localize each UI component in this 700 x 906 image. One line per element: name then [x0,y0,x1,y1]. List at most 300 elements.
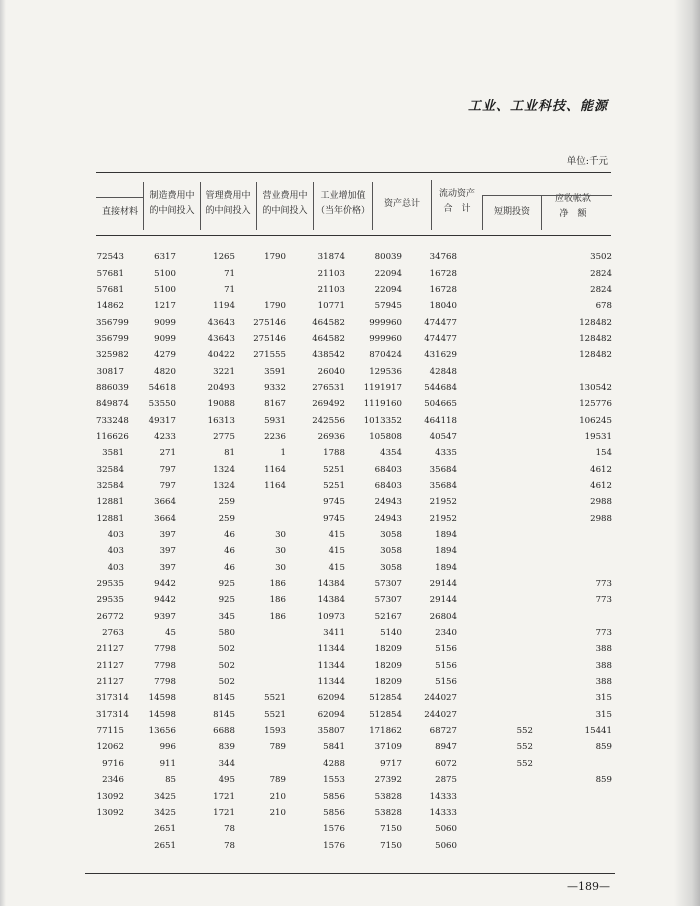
table-cell [235,674,286,690]
table-cell: 21127 [96,677,124,688]
table-cell: 1721 [213,791,235,802]
table-cell: 12881 [96,497,124,508]
table-cell: 12062 [96,742,124,753]
table-cell: 403 [107,530,124,541]
table-cell: 30817 [96,366,124,377]
table-cell [533,363,612,379]
table-cell: 4612 [590,480,612,491]
table-cell: 1164 [264,480,286,491]
table-cell: 317314 [96,693,129,704]
table-cell: 512854 [369,709,402,720]
table-cell: 7798 [154,660,176,671]
table-cell: 244027 [424,693,457,704]
table-cell [533,805,612,821]
table-cell: 275146 [253,333,286,344]
table-cell [457,609,533,625]
table-row [96,445,612,461]
table-cell: 502 [218,644,235,655]
table-cell: 2988 [590,497,612,508]
table-cell: 125776 [579,399,612,410]
table-cell [457,396,533,412]
table-cell: 415 [328,546,345,557]
table-cell: 317314 [96,709,129,720]
table-cell [457,690,533,706]
table-cell: 3664 [154,497,176,508]
table-cell: 397 [159,546,176,557]
table-cell: 388 [595,644,612,655]
table-cell [457,576,533,592]
table-cell: 512854 [369,693,402,704]
table-cell: 21952 [429,497,457,508]
table-cell: 24943 [374,513,402,524]
table-cell [533,756,612,772]
footer-rule [85,873,615,874]
table-cell: 397 [159,562,176,573]
table-cell: 210 [269,807,286,818]
table-row [96,837,612,853]
table-cell: 504665 [424,399,457,410]
table-row [96,805,612,821]
table-cell: 19531 [584,431,612,442]
header-divider [482,195,483,230]
table-cell: 431629 [424,350,457,361]
table-cell: 186 [269,595,286,606]
table-cell [235,837,286,853]
table-cell: 797 [159,464,176,475]
table-row [96,658,612,674]
table-cell: 68403 [374,464,402,475]
header-short-term-investment: 短期投资 [493,207,530,217]
table-cell: 1790 [264,252,286,263]
table-cell: 1191917 [363,382,402,393]
table-cell: 345 [218,611,235,622]
table-cell: 128482 [579,350,612,361]
header-divider [200,182,201,230]
table-cell: 1788 [323,448,345,459]
header-industrial-value-added: 工业增加值 （当年价格） [315,191,370,216]
table-cell: 415 [328,562,345,573]
table-cell: 5156 [435,644,457,655]
data-table [96,249,612,854]
table-cell: 21127 [96,660,124,671]
table-row [96,739,612,755]
table-row [96,494,612,510]
table-cell: 580 [218,628,235,639]
table-cell: 403 [107,562,124,573]
table-cell [457,625,533,641]
table-cell: 128482 [579,333,612,344]
table-cell [457,511,533,527]
table-cell [457,429,533,445]
table-cell [457,461,533,477]
table-cell: 53828 [374,807,402,818]
table-cell: 5251 [323,464,345,475]
table-cell: 8145 [213,709,235,720]
table-cell: 259 [218,497,235,508]
table-cell [235,821,286,837]
table-cell: 9717 [380,758,402,769]
table-cell: 7798 [154,677,176,688]
table-cell: 9099 [154,333,176,344]
table-cell: 24943 [374,497,402,508]
table-cell: 5251 [323,480,345,491]
table-row [96,707,612,723]
header-divider [541,195,542,230]
table-cell: 4335 [435,448,457,459]
table-cell: 81 [224,448,235,459]
table-cell: 52167 [374,611,402,622]
table-cell: 40547 [429,431,457,442]
table-cell: 20493 [207,382,235,393]
table-row [96,690,612,706]
header-divider [372,182,373,230]
table-cell: 464582 [312,333,345,344]
table-cell: 46 [224,562,235,573]
header-divider [256,182,257,230]
table-cell: 5156 [435,660,457,671]
header-bottom-rule [96,235,611,236]
table-cell: 26804 [429,611,457,622]
table-cell [457,380,533,396]
table-cell: 42848 [429,366,457,377]
table-cell: 495 [218,775,235,786]
table-cell: 2875 [435,775,457,786]
table-cell: 13092 [96,807,124,818]
table-cell: 171862 [369,726,402,737]
table-cell: 29535 [96,595,124,606]
table-cell: 1553 [323,775,345,786]
table-cell: 315 [595,693,612,704]
table-cell: 2824 [590,284,612,295]
table-cell [457,298,533,314]
header-admin-expense-input: 管理费用中 的中间投入 [205,191,251,216]
table-cell: 129536 [369,366,402,377]
page-number: —189— [567,880,610,893]
table-cell [533,609,612,625]
table-cell: 344 [218,758,235,769]
header-manufacturing-overhead-input: 制造费用中 的中间投入 [149,191,195,216]
table-cell: 130542 [579,382,612,393]
table-cell: 85 [165,775,176,786]
table-cell: 1217 [154,301,176,312]
table-cell: 43643 [207,333,235,344]
table-row [96,347,612,363]
table-row [96,265,612,281]
table-cell: 1 [280,448,286,459]
table-cell [457,445,533,461]
table-cell: 68727 [429,726,457,737]
table-cell: 403 [107,546,124,557]
header-divider [313,182,314,230]
table-cell: 57945 [374,301,402,312]
table-cell: 43643 [207,317,235,328]
table-cell: 275146 [253,317,286,328]
header-divider [143,182,144,230]
table-cell: 733248 [96,415,129,426]
table-cell [457,494,533,510]
table-cell: 35684 [429,464,457,475]
table-cell [457,821,533,837]
table-cell: 18209 [374,677,402,688]
table-cell: 40422 [207,350,235,361]
table-cell: 37109 [374,742,402,753]
table-cell [457,412,533,428]
table-cell: 2340 [435,628,457,639]
table-cell: 5100 [154,268,176,279]
table-cell [457,658,533,674]
table-cell [457,347,533,363]
table-cell: 2775 [213,431,235,442]
table-cell: 5060 [435,840,457,851]
table-cell: 2824 [590,268,612,279]
table-cell: 6072 [435,758,457,769]
table-cell [457,249,533,265]
table-cell: 9716 [102,758,124,769]
table-row [96,592,612,608]
table-cell: 34768 [429,252,457,263]
table-row [96,723,612,739]
table-cell: 502 [218,677,235,688]
table-cell: 9745 [323,513,345,524]
table-cell: 1721 [213,807,235,818]
table-row [96,756,612,772]
table-cell: 9745 [323,497,345,508]
table-cell [533,821,612,837]
header-total-assets: 资产总计 [383,199,420,209]
table-cell: 415 [328,530,345,541]
table-cell: 3425 [154,807,176,818]
table-cell: 4612 [590,464,612,475]
table-cell: 1894 [435,546,457,557]
table-row [96,380,612,396]
table-cell [457,331,533,347]
table-cell: 4233 [154,431,176,442]
table-cell: 14333 [429,791,457,802]
table-row [96,249,612,265]
table-row [96,560,612,576]
table-cell: 797 [159,480,176,491]
table-cell: 14333 [429,807,457,818]
table-cell: 80039 [374,252,402,263]
table-cell: 3411 [323,628,345,639]
table-row [96,331,612,347]
table-cell [235,265,286,281]
table-cell: 3581 [102,448,124,459]
table-cell: 8947 [435,742,457,753]
table-cell: 1593 [264,726,286,737]
table-cell: 116626 [96,431,129,442]
table-cell: 186 [269,611,286,622]
table-cell: 8145 [213,693,235,704]
table-cell: 186 [269,579,286,590]
table-cell: 2236 [264,431,286,442]
table-cell: 4820 [154,366,176,377]
table-cell: 544684 [424,382,457,393]
table-cell [533,543,612,559]
table-cell: 1894 [435,530,457,541]
table-cell: 271 [159,448,176,459]
table-cell: 870424 [369,350,402,361]
table-cell: 2763 [102,628,124,639]
table-cell: 1265 [213,252,235,263]
table-cell: 3058 [380,530,402,541]
table-cell: 27392 [374,775,402,786]
table-cell: 35807 [317,726,345,737]
table-cell: 356799 [96,333,129,344]
header-direct-materials: 直接材料 [101,207,138,217]
table-cell: 14384 [317,595,345,606]
table-cell: 14598 [148,709,176,720]
table-cell: 356799 [96,317,129,328]
table-row [96,429,612,445]
table-cell: 1013352 [363,415,402,426]
table-cell: 2346 [102,775,124,786]
table-cell: 3425 [154,791,176,802]
table-cell: 30 [275,530,286,541]
page-edge-shadow-left [0,0,6,906]
table-cell [533,837,612,853]
table-cell: 474477 [424,317,457,328]
table-cell: 5931 [264,415,286,426]
table-cell: 128482 [579,317,612,328]
table-cell: 999960 [369,333,402,344]
table-cell: 2988 [590,513,612,524]
table-cell: 30 [275,546,286,557]
table-cell: 925 [218,595,235,606]
table-cell: 45 [165,628,176,639]
table-cell: 14862 [96,301,124,312]
table-cell: 1894 [435,562,457,573]
table-cell: 438542 [312,350,345,361]
table-cell: 21127 [96,644,124,655]
table-cell: 886039 [96,382,129,393]
table-row [96,674,612,690]
table-row [96,821,612,837]
table-cell: 839 [218,742,235,753]
table-cell: 14384 [317,579,345,590]
table-cell: 996 [159,742,176,753]
table-cell: 54618 [148,382,176,393]
table-cell [457,837,533,853]
table-cell: 32584 [96,464,124,475]
table-row [96,396,612,412]
header-current-assets: 流动资产 合 计 [438,189,475,214]
table-cell [96,837,124,853]
table-cell: 53550 [148,399,176,410]
table-cell: 502 [218,660,235,671]
table-cell [533,527,612,543]
table-cell: 5841 [323,742,345,753]
table-cell: 9397 [154,611,176,622]
table-cell: 3058 [380,562,402,573]
table-cell: 4288 [323,758,345,769]
table-cell: 21952 [429,513,457,524]
table-row [96,282,612,298]
table-cell: 6688 [213,726,235,737]
table-cell [235,641,286,657]
table-cell: 106245 [579,415,612,426]
table-cell: 11344 [317,644,345,655]
table-cell: 315 [595,709,612,720]
table-cell [457,478,533,494]
table-cell: 773 [595,579,612,590]
table-cell: 999960 [369,317,402,328]
table-cell [235,756,286,772]
table-cell: 1790 [264,301,286,312]
table-cell: 1324 [213,480,235,491]
table-cell: 11344 [317,677,345,688]
table-cell [235,511,286,527]
table-cell: 15441 [584,726,612,737]
table-cell [457,641,533,657]
table-cell: 388 [595,660,612,671]
table-cell: 552 [516,758,533,769]
table-cell: 4354 [380,448,402,459]
table-cell: 18209 [374,644,402,655]
table-cell: 3221 [213,366,235,377]
table-cell: 62094 [317,693,345,704]
table-cell: 552 [516,726,533,737]
table-cell [235,625,286,641]
table-cell: 71 [224,268,235,279]
table-cell: 911 [159,758,176,769]
table-cell: 7150 [380,824,402,835]
table-cell: 31874 [317,252,345,263]
table-cell: 1576 [323,824,345,835]
table-cell: 8167 [264,399,286,410]
table-cell: 7150 [380,840,402,851]
table-cell [457,282,533,298]
table-cell: 29144 [429,595,457,606]
header-divider [431,180,432,230]
table-cell: 464582 [312,317,345,328]
table-row [96,412,612,428]
table-cell: 9442 [154,579,176,590]
table-cell: 849874 [96,399,129,410]
table-cell: 2651 [154,824,176,835]
table-cell: 3664 [154,513,176,524]
table-cell: 10771 [317,301,345,312]
table-cell: 9442 [154,595,176,606]
table-cell: 5156 [435,677,457,688]
table-cell: 22094 [374,284,402,295]
table-cell: 29535 [96,579,124,590]
table-cell [235,282,286,298]
table-cell: 552 [516,742,533,753]
table-cell [457,560,533,576]
table-row [96,527,612,543]
table-cell: 1194 [213,301,235,312]
table-cell: 32584 [96,480,124,491]
table-cell [457,707,533,723]
table-cell: 5856 [323,791,345,802]
table-cell: 26040 [317,366,345,377]
table-cell: 18040 [429,301,457,312]
table-cell: 474477 [424,333,457,344]
table-cell: 6317 [154,252,176,263]
table-cell: 5521 [264,709,286,720]
table-cell: 57307 [374,595,402,606]
table-cell [533,788,612,804]
table-cell: 3058 [380,546,402,557]
table-cell: 16313 [207,415,235,426]
table-cell: 859 [595,742,612,753]
table-row [96,511,612,527]
table-cell: 773 [595,595,612,606]
table-cell: 77115 [96,726,124,737]
table-cell [457,674,533,690]
running-title: 工业、工业科技、能源 [467,99,608,114]
